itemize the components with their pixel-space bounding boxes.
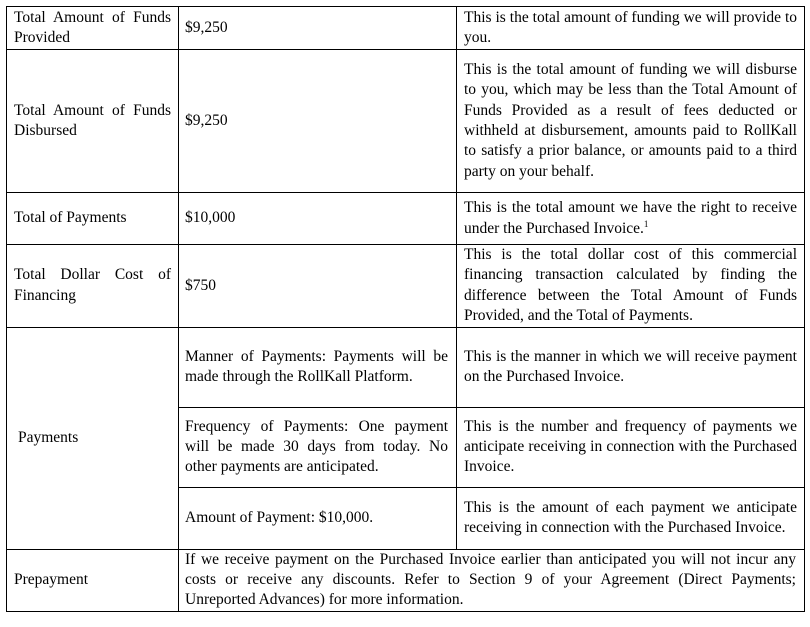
prepayment-text: If we receive payment on the Purchased Invoice earlier than anticipated you will not incur any costs or receive any discounts. Refer to Section 9 of your Agreement (Direct Payments; Unreported Advances) for more information.	[179, 549, 805, 611]
payment-term: Frequency of Payments: One payment will be made 30 days from today. No other payments are anticipated.	[179, 407, 457, 487]
row-value: $9,250	[179, 50, 457, 193]
payment-term: Manner of Payments: Payments will be made through the RollKall Platform.	[179, 327, 457, 407]
financing-disclosure-table	[6, 6, 805, 612]
row-label: Total Amount of Funds Provided	[7, 7, 179, 50]
footnote-marker: 1	[643, 218, 649, 229]
row-label: Total of Payments	[7, 193, 179, 245]
table-row-total-of-payments	[7, 193, 805, 245]
table-row-total-dollar-cost	[7, 245, 805, 328]
row-description: This is the total amount of funding we will provide to you.	[457, 7, 805, 50]
row-value: $9,250	[179, 7, 457, 50]
table-row-prepayment	[7, 549, 805, 611]
payment-description: This is the manner in which we will receive payment on the Purchased Invoice.	[457, 327, 805, 407]
row-description: This is the total dollar cost of this commercial financing transaction calculated by finding the difference between the Total Amount of Funds Provided, and the Total of Payments.	[457, 245, 805, 328]
row-description-text: This is the total amount we have the right to receive under the Purchased Invoice.	[464, 199, 797, 237]
row-value: $10,000	[179, 193, 457, 245]
payments-label: Payments	[7, 327, 179, 549]
row-value: $750	[179, 245, 457, 328]
prepayment-label: Prepayment	[7, 549, 179, 611]
row-description	[457, 193, 805, 245]
row-label: Total Dollar Cost of Financing	[7, 245, 179, 328]
table-row-total-funds-provided	[7, 7, 805, 50]
table-row-payments-manner	[7, 327, 805, 407]
table-row-total-funds-disbursed	[7, 50, 805, 193]
payment-description: This is the amount of each payment we anticipate receiving in connection with the Purchased Invoice.	[457, 487, 805, 549]
payment-term: Amount of Payment: $10,000.	[179, 487, 457, 549]
row-description: This is the total amount of funding we will disburse to you, which may be less than the Total Amount of Funds Provided as a result of fees deducted or withheld at disbursement, amounts paid to RollKall to satisfy a prior balance, or amounts paid to a third party on your behalf.	[457, 50, 805, 193]
payment-description: This is the number and frequency of payments we anticipate receiving in connection with the Purchased Invoice.	[457, 407, 805, 487]
row-label: Total Amount of Funds Disbursed	[7, 50, 179, 193]
